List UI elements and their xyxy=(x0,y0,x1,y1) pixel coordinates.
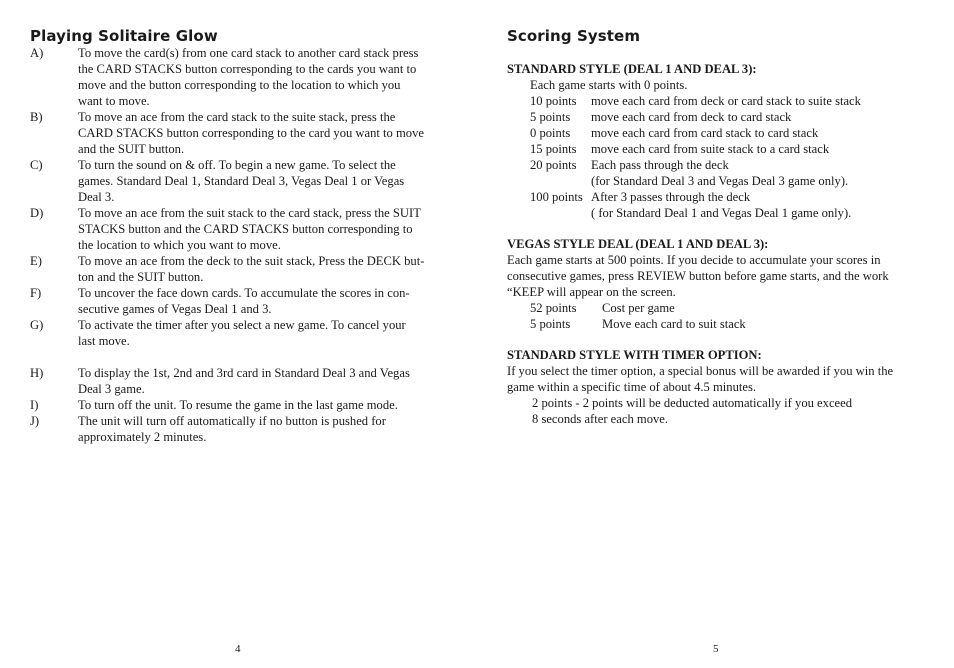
item-line: To activate the timer after you select a new game. To cancel your xyxy=(78,318,406,332)
score-points xyxy=(530,173,591,189)
instruction-list xyxy=(30,45,460,445)
section-line: 2 points - 2 points will be deducted automatically if you exceed xyxy=(532,396,853,410)
page-number: 4 xyxy=(235,643,241,655)
score-row xyxy=(507,300,927,316)
item-line: To move an ace from the deck to the suit stack, Press the DECK but- xyxy=(78,254,425,268)
list-item xyxy=(30,45,460,109)
list-item xyxy=(30,285,460,317)
timer-option-section xyxy=(507,347,927,427)
item-line: To uncover the face down cards. To accumulate the scores in con- xyxy=(78,286,410,300)
item-label: G) xyxy=(30,318,44,332)
list-item xyxy=(30,157,460,205)
item-label: A) xyxy=(30,46,44,60)
item-label: B) xyxy=(30,110,43,124)
score-points: 10 points xyxy=(530,94,577,108)
section-heading: STANDARD STYLE WITH TIMER OPTION: xyxy=(507,348,762,362)
item-line: and the SUIT button. xyxy=(78,142,185,156)
item-line: The unit will turn off automatically if no button is pushed for xyxy=(78,414,386,428)
page-number: 5 xyxy=(713,643,719,655)
item-line: games. Standard Deal 1, Standard Deal 3, Vegas Deal 1 or Vegas xyxy=(78,174,405,188)
item-label: E) xyxy=(30,254,42,268)
score-desc: move each card from card stack to card stack xyxy=(591,126,819,140)
section-line: game within a specific time of about 4.5 minutes. xyxy=(507,380,757,394)
score-row xyxy=(507,141,927,157)
score-points: 52 points xyxy=(530,301,577,315)
page-title-playing: Playing Solitaire Glow xyxy=(30,27,218,45)
item-label: F) xyxy=(30,286,42,300)
list-item xyxy=(30,205,460,253)
score-desc: After 3 passes through the deck xyxy=(591,190,751,204)
page-title-scoring: Scoring System xyxy=(507,27,641,45)
item-line: approximately 2 minutes. xyxy=(78,430,207,444)
item-line: To turn the sound on & off. To begin a new game. To select the xyxy=(78,158,396,172)
list-item xyxy=(30,253,460,285)
score-points: 0 points xyxy=(530,126,571,140)
item-line: To move an ace from the card stack to the suite stack, press the xyxy=(78,110,396,124)
list-item xyxy=(30,317,460,349)
item-line: move and the button corresponding to the location to which you xyxy=(78,78,401,92)
right-page xyxy=(477,0,954,668)
item-line: To turn off the unit. To resume the game in the last game mode. xyxy=(78,398,398,412)
item-line: Deal 3. xyxy=(78,190,115,204)
list-item xyxy=(30,365,460,397)
score-points xyxy=(530,205,591,221)
score-row xyxy=(507,93,927,109)
item-line: the location to which you want to move. xyxy=(78,238,281,252)
spacer xyxy=(30,349,460,365)
score-row xyxy=(507,205,927,221)
score-row xyxy=(507,157,927,173)
item-label: I) xyxy=(30,398,39,412)
section-line: consecutive games, press REVIEW button before game starts, and the work xyxy=(507,269,889,283)
item-line: CARD STACKS button corresponding to the card you want to move xyxy=(78,126,424,140)
score-row xyxy=(507,173,927,189)
score-desc: Move each card to suit stack xyxy=(602,317,746,331)
score-row xyxy=(507,109,927,125)
item-line: To display the 1st, 2nd and 3rd card in Standard Deal 3 and Vegas xyxy=(78,366,410,380)
score-desc: move each card from deck or card stack to suite stack xyxy=(591,94,861,108)
item-line: secutive games of Vegas Deal 1 and 3. xyxy=(78,302,272,316)
score-desc: ( for Standard Deal 1 and Vegas Deal 1 game only). xyxy=(591,206,852,220)
score-points: 5 points xyxy=(530,317,571,331)
item-line: last move. xyxy=(78,334,130,348)
item-line: want to move. xyxy=(78,94,150,108)
score-desc: (for Standard Deal 3 and Vegas Deal 3 game only). xyxy=(591,174,849,188)
item-line: the CARD STACKS button corresponding to the cards you want to xyxy=(78,62,417,76)
score-desc: Each pass through the deck xyxy=(591,158,729,172)
item-line: To move an ace from the suit stack to the card stack, press the SUIT xyxy=(78,206,421,220)
item-line: Deal 3 game. xyxy=(78,382,145,396)
score-points: 5 points xyxy=(530,110,571,124)
score-desc: move each card from suite stack to a card stack xyxy=(591,142,830,156)
score-desc: move each card from deck to card stack xyxy=(591,110,792,124)
score-row xyxy=(507,316,927,332)
section-heading: VEGAS STYLE DEAL (DEAL 1 AND DEAL 3): xyxy=(507,237,769,251)
item-line: ton and the SUIT button. xyxy=(78,270,204,284)
section-heading: STANDARD STYLE (DEAL 1 AND DEAL 3): xyxy=(507,62,757,76)
score-points: 100 points xyxy=(530,190,583,204)
section-line: 8 seconds after each move. xyxy=(532,412,669,426)
vegas-style-section xyxy=(507,236,927,332)
item-label: C) xyxy=(30,158,43,172)
item-label: D) xyxy=(30,206,44,220)
section-line: “KEEP will appear on the screen. xyxy=(507,285,676,299)
score-points: 15 points xyxy=(530,142,577,156)
standard-style-section xyxy=(507,61,927,221)
list-item xyxy=(30,413,460,445)
item-line: To move the card(s) from one card stack to another card stack press xyxy=(78,46,419,60)
item-line: STACKS button and the CARD STACKS button corresponding to xyxy=(78,222,413,236)
score-row xyxy=(507,189,927,205)
score-points: 20 points xyxy=(530,158,577,172)
item-label: H) xyxy=(30,366,44,380)
section-line: If you select the timer option, a special bonus will be awarded if you win the xyxy=(507,364,894,378)
list-item xyxy=(30,397,460,413)
score-row xyxy=(507,125,927,141)
score-desc: Cost per game xyxy=(602,301,675,315)
section-line: Each game starts at 500 points. If you decide to accumulate your scores in xyxy=(507,253,881,267)
list-item xyxy=(30,109,460,157)
section-intro: Each game starts with 0 points. xyxy=(530,78,688,92)
item-label: J) xyxy=(30,414,40,428)
